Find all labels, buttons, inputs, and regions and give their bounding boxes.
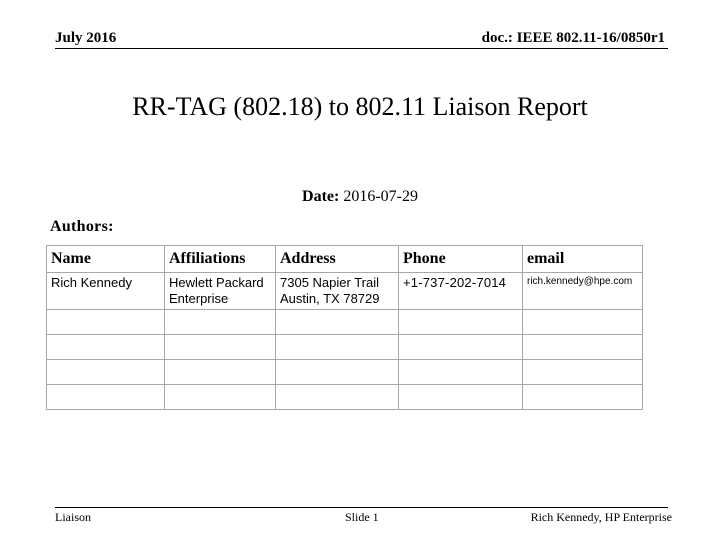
empty-cell xyxy=(276,360,399,385)
empty-cell xyxy=(523,335,643,360)
empty-cell xyxy=(165,385,276,410)
empty-cell xyxy=(47,385,165,410)
column-header-name: Name xyxy=(47,246,165,273)
table-row-empty xyxy=(47,335,643,360)
empty-cell xyxy=(523,385,643,410)
table-row-empty xyxy=(47,360,643,385)
table-row-empty xyxy=(47,310,643,335)
empty-cell xyxy=(47,310,165,335)
empty-cell xyxy=(523,360,643,385)
date-value: 2016-07-29 xyxy=(339,188,418,205)
empty-cell xyxy=(165,335,276,360)
column-header-affiliations: Affiliations xyxy=(165,246,276,273)
author-phone: +1-737-202-7014 xyxy=(399,273,523,310)
empty-cell xyxy=(276,310,399,335)
column-header-address: Address xyxy=(276,246,399,273)
table-row-empty xyxy=(47,385,643,410)
empty-cell xyxy=(399,385,523,410)
authors-table xyxy=(46,245,643,410)
author-name: Rich Kennedy xyxy=(47,273,165,310)
author-affiliation: Hewlett Packard Enterprise xyxy=(165,273,276,310)
empty-cell xyxy=(399,335,523,360)
table-row xyxy=(47,273,643,310)
header-date: July 2016 xyxy=(55,30,117,46)
column-header-phone: Phone xyxy=(399,246,523,273)
header-doc-id: doc.: IEEE 802.11-16/0850r1 xyxy=(481,30,665,46)
author-email: rich.kennedy@hpe.com xyxy=(523,273,643,310)
footer-section: Liaison xyxy=(55,510,91,524)
empty-cell xyxy=(165,360,276,385)
footer-author: Rich Kennedy, HP Enterprise xyxy=(530,510,672,524)
column-header-email: email xyxy=(523,246,643,273)
empty-cell xyxy=(47,335,165,360)
footer-slide-number: Slide 1 xyxy=(345,510,379,524)
date-label: Date: xyxy=(302,188,340,205)
empty-cell xyxy=(276,335,399,360)
empty-cell xyxy=(523,310,643,335)
empty-cell xyxy=(47,360,165,385)
empty-cell xyxy=(399,310,523,335)
empty-cell xyxy=(165,310,276,335)
header-divider xyxy=(55,48,668,49)
author-address: 7305 Napier Trail Austin, TX 78729 xyxy=(276,273,399,310)
authors-label: Authors: xyxy=(50,218,114,235)
date-line xyxy=(0,188,720,206)
empty-cell xyxy=(399,360,523,385)
footer-divider xyxy=(55,507,668,508)
slide-title: RR-TAG (802.18) to 802.11 Liaison Report xyxy=(132,92,588,121)
table-header-row xyxy=(47,246,643,273)
empty-cell xyxy=(276,385,399,410)
